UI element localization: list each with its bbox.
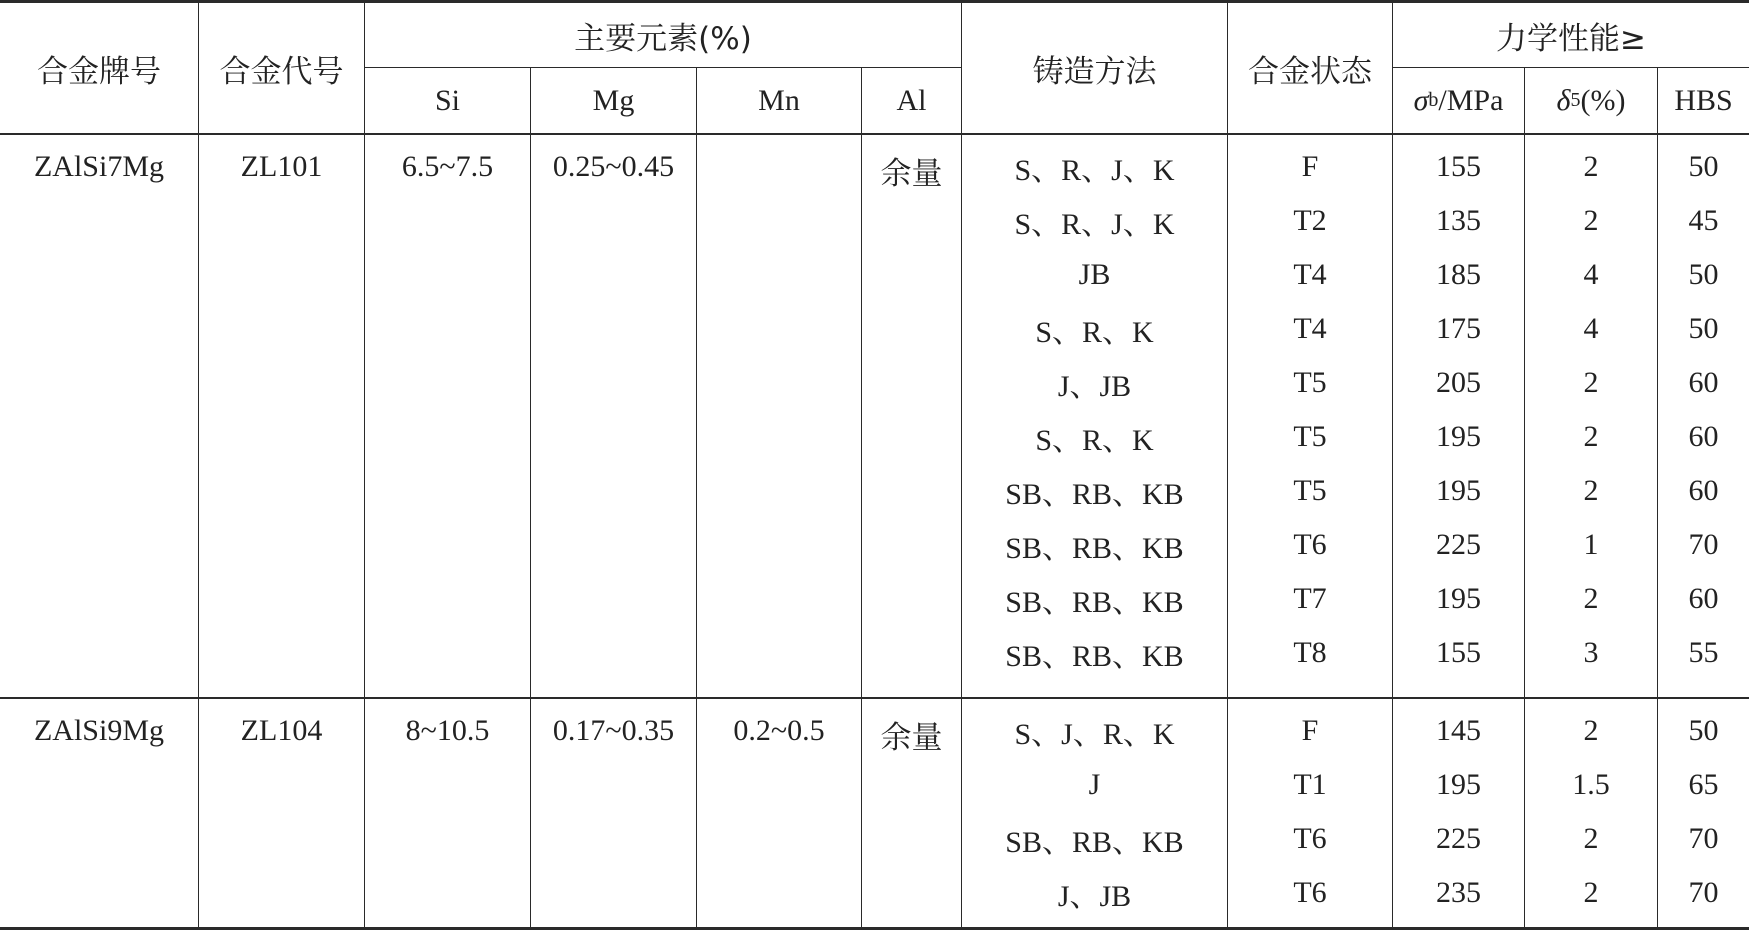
- sigma-cell: 195: [1436, 420, 1481, 453]
- al-cell: 余量: [880, 156, 943, 192]
- sigma-cell: 185: [1436, 258, 1481, 291]
- mn-cell: [697, 150, 861, 190]
- state-cell: T7: [1293, 582, 1327, 615]
- method-cell: SB、RB、KB: [1005, 532, 1184, 565]
- alloy-code-cell: ZL101: [240, 150, 323, 183]
- sigma-unit: /MPa: [1438, 83, 1504, 117]
- delta-cell: 4: [1583, 312, 1599, 345]
- method-cell: SB、RB、KB: [1005, 640, 1184, 673]
- header-delta-5: [1525, 68, 1657, 133]
- method-cell: SB、RB、KB: [1005, 478, 1184, 511]
- state-cell: T8: [1293, 636, 1327, 669]
- hbs-cell: 60: [1688, 474, 1719, 507]
- mn-cell: 0.2~0.5: [733, 714, 825, 747]
- al-cell: 余量: [880, 720, 943, 756]
- method-cell: J: [1088, 768, 1101, 801]
- col-rule-2: [364, 0, 365, 930]
- state-cell: T4: [1293, 312, 1327, 345]
- state-cell: F: [1301, 714, 1319, 747]
- hbs-cell: 60: [1688, 420, 1719, 453]
- sigma-cell: 195: [1436, 582, 1481, 615]
- delta-subscript: 5: [1570, 89, 1581, 111]
- state-cell: T6: [1293, 528, 1327, 561]
- delta-cell: 2: [1583, 714, 1599, 747]
- method-cell: S、J、R、K: [1014, 718, 1175, 751]
- state-cell: T2: [1293, 204, 1327, 237]
- method-cell: S、R、J、K: [1014, 154, 1175, 187]
- delta-unit: (%): [1580, 83, 1626, 117]
- header-bottom-rule: [0, 133, 1749, 135]
- header-sigma-b: [1393, 68, 1524, 133]
- header-main-elements: 主要元素(%): [574, 20, 752, 57]
- hbs-cell: 45: [1688, 204, 1719, 237]
- bottom-rule: [0, 927, 1749, 930]
- state-cell: T6: [1293, 876, 1327, 909]
- sigma-cell: 155: [1436, 636, 1481, 669]
- sigma-cell: 225: [1436, 822, 1481, 855]
- method-cell: SB、RB、KB: [1005, 586, 1184, 619]
- sigma-cell: 195: [1436, 474, 1481, 507]
- sigma-cell: 145: [1436, 714, 1481, 747]
- method-cell: J、JB: [1057, 880, 1132, 913]
- delta-cell: 4: [1583, 258, 1599, 291]
- state-cell: T5: [1293, 366, 1327, 399]
- si-cell: 6.5~7.5: [401, 150, 494, 183]
- col-rule-1: [198, 0, 199, 930]
- delta-cell: 3: [1583, 636, 1599, 669]
- mg-cell: 0.17~0.35: [552, 714, 675, 747]
- delta-cell: 2: [1583, 582, 1599, 615]
- method-cell: J、JB: [1057, 370, 1132, 403]
- method-cell: S、R、K: [1035, 424, 1154, 457]
- group-divider-rule: [0, 697, 1749, 699]
- delta-cell: 2: [1583, 150, 1599, 183]
- sigma-cell: 205: [1436, 366, 1481, 399]
- delta-symbol: δ: [1556, 83, 1571, 117]
- delta-cell: 2: [1583, 204, 1599, 237]
- delta-cell: 2: [1583, 420, 1599, 453]
- mg-cell: 0.25~0.45: [552, 150, 675, 183]
- hbs-cell: 50: [1688, 258, 1719, 291]
- header-alloy-state: 合金状态: [1248, 53, 1372, 90]
- header-si: Si: [434, 83, 461, 117]
- header-mechanical: 力学性能≥: [1496, 20, 1646, 57]
- si-cell: 8~10.5: [405, 714, 490, 747]
- state-cell: F: [1301, 150, 1319, 183]
- hbs-cell: 60: [1688, 582, 1719, 615]
- header-mn: Mn: [758, 83, 800, 117]
- alloy-grade-cell: ZAlSi7Mg: [33, 150, 165, 183]
- state-cell: T4: [1293, 258, 1327, 291]
- col-rule-5: [861, 67, 862, 930]
- state-cell: T5: [1293, 474, 1327, 507]
- delta-cell: 2: [1583, 474, 1599, 507]
- hbs-cell: 70: [1688, 822, 1719, 855]
- hbs-cell: 60: [1688, 366, 1719, 399]
- hbs-cell: 50: [1688, 150, 1719, 183]
- sigma-symbol: σ: [1413, 83, 1429, 117]
- col-rule-4: [696, 67, 697, 930]
- header-mg: Mg: [592, 83, 635, 117]
- sigma-cell: 135: [1436, 204, 1481, 237]
- state-cell: T1: [1293, 768, 1327, 801]
- header-casting-method: 铸造方法: [1032, 53, 1157, 90]
- method-cell: SB、RB、KB: [1005, 826, 1184, 859]
- sigma-cell: 225: [1436, 528, 1481, 561]
- hbs-cell: 50: [1688, 312, 1719, 345]
- method-cell: S、R、J、K: [1014, 208, 1175, 241]
- alloy-grade-cell: ZAlSi9Mg: [33, 714, 165, 747]
- sigma-cell: 235: [1436, 876, 1481, 909]
- method-cell: S、R、K: [1035, 316, 1154, 349]
- delta-cell: 2: [1583, 822, 1599, 855]
- hbs-cell: 70: [1688, 876, 1719, 909]
- sigma-cell: 195: [1436, 768, 1481, 801]
- alloy-code-cell: ZL104: [240, 714, 323, 747]
- delta-cell: 1: [1583, 528, 1599, 561]
- hbs-cell: 55: [1688, 636, 1719, 669]
- header-hbs: HBS: [1674, 83, 1733, 117]
- sigma-subscript: b: [1428, 89, 1439, 111]
- delta-cell: 1.5: [1572, 768, 1610, 801]
- col-rule-3: [530, 67, 531, 930]
- hbs-cell: 65: [1688, 768, 1719, 801]
- delta-cell: 2: [1583, 876, 1599, 909]
- hbs-cell: 50: [1688, 714, 1719, 747]
- hbs-cell: 70: [1688, 528, 1719, 561]
- state-cell: T5: [1293, 420, 1327, 453]
- state-cell: T6: [1293, 822, 1327, 855]
- header-al: Al: [896, 83, 927, 117]
- delta-cell: 2: [1583, 366, 1599, 399]
- header-alloy-code: 合金代号: [219, 53, 344, 90]
- header-alloy-grade: 合金牌号: [37, 53, 161, 90]
- sigma-cell: 155: [1436, 150, 1481, 183]
- method-cell: JB: [1078, 258, 1111, 291]
- sigma-cell: 175: [1436, 312, 1481, 345]
